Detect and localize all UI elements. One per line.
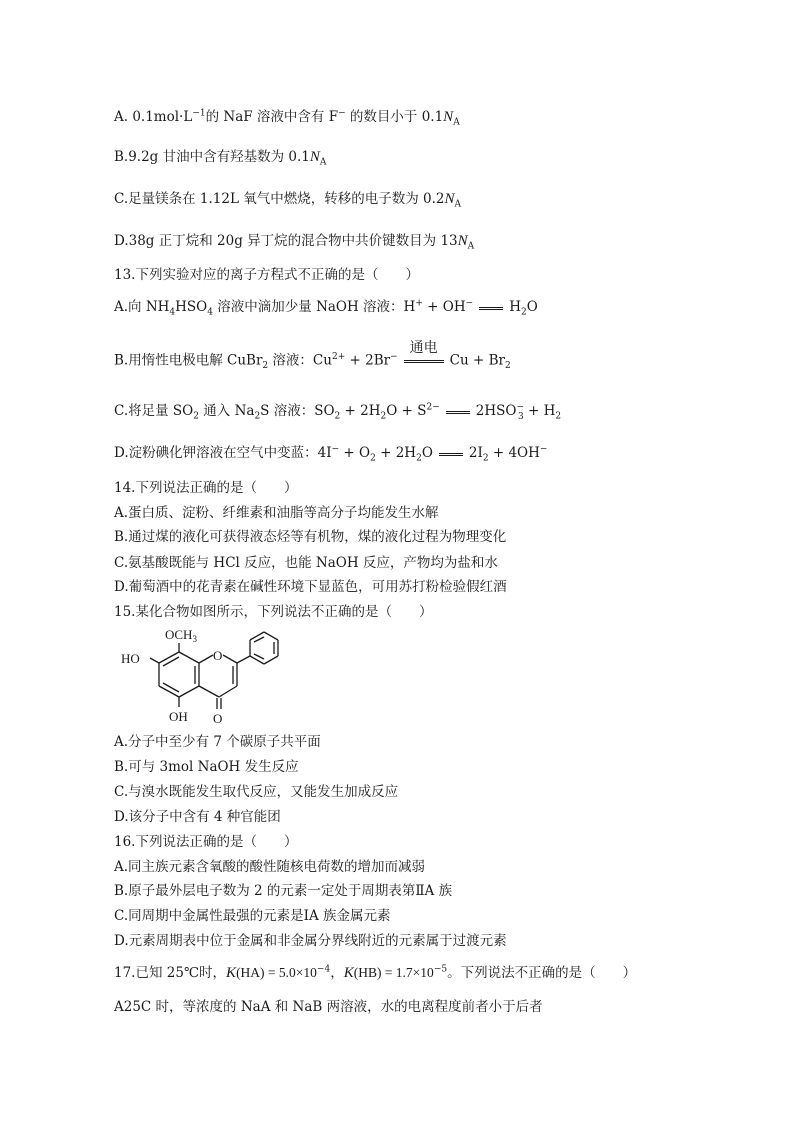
q16-option-c: C.同周期中金属性最强的元素是ⅠA 族金属元素 [114,908,391,924]
q14-option-d: D.葡萄酒中的花青素在碱性环境下显蓝色，可用苏打粉检验假红酒 [114,579,507,595]
q17-option-a: A25C 时，等浓度的 NaA 和 NaB 两溶液，水的电离程度前者小于后者 [114,999,543,1015]
q13-option-d: D.淀粉碘化钾溶液在空气中变蓝：$4I^- + O_2 + 2H_2O$ $2I_2 + 4OH^-$ [114,444,548,464]
electrolysis-arrow: 通电 [404,351,444,371]
q16-stem: 16.下列说法正确的是（ ） [114,834,298,850]
hydroxy-label-5: OH [169,709,188,724]
q16-option-d: D.元素周期表中位于金属和非金属分界线附近的元素属于过渡元素 [114,933,507,949]
q13-option-b: B.用惰性电极电解 CuBr$_2$ 溶液：$Cu^{2+} + 2Br^-$ 通电 $Cu + Br_2$ [114,340,511,372]
q17-stem: 17.已知 25℃时，$K(HA) = 5.0\times 10^{-4}$，$K(HB) = 1.7\times 10^{-5}$。下列说法不正确的是（ ） [114,964,637,981]
q14-option-c: C.氨基酸既能与 HCl 反应，也能 NaOH 反应，产物均为盐和水 [114,555,498,571]
methoxy-label: $OCH_3$ [165,627,197,644]
q12-option-b: B.9.2g 甘油中含有羟基数为 $0.1N_A$ [114,149,327,168]
ring-oxygen-label: O [213,648,223,663]
equals-sign [479,302,503,310]
q15-option-b: B.可与 3mol NaOH 发生反应 [114,759,299,775]
q15-stem: 15.某化合物如图所示，下列说法不正确的是（ ） [114,604,433,620]
q15-option-c: C.与溴水既能发生取代反应，又能发生加成反应 [114,784,399,800]
q14-option-b: B.通过煤的液化可获得液态烃等有机物，煤的液化过程为物理变化 [114,529,507,545]
q13-stem: 13.下列实验对应的离子方程式不正确的是（ ） [114,267,419,283]
q12-option-c: C.足量镁条在 1.12L 氧气中燃烧，转移的电子数为 $0.2N_A$ [114,191,462,210]
q15-option-a: A.分子中至少有 7 个碳原子共平面 [114,734,321,750]
equals-sign [446,406,470,414]
q15-option-d: D.该分子中含有 4 种官能团 [114,809,281,825]
q12-option-d: D.38g 正丁烷和 20g 异丁烷的混合物中共价键数目为 $13N_A$ [114,233,475,252]
q16-option-b: B.原子最外层电子数为 2 的元素一定处于周期表第ⅡA 族 [114,883,453,899]
equals-sign [439,448,463,456]
q14-stem: 14.下列说法正确的是（ ） [114,480,298,496]
carbonyl-oxygen-label: O [213,711,223,726]
q14-option-a: A.蛋白质、淀粉、纤维素和油脂等高分子均能发生水解 [114,505,439,521]
q13-option-c: C.将足量 $SO_2$ 通入 $Na_2S$ 溶液：$SO_2 + 2H_2O + S^{2-}$ $2HSO^-_3 + H_2$ [114,402,562,422]
q13-option-a: A.向 $NH_4HSO_4$ 溶液中滴加少量 NaOH 溶液：H+ + OH− $H_2O$ [114,298,538,318]
q12-option-a: A. $0.1mol\cdot L^{-1}$的 NaF 溶液中含有 F− 的数目小于 $0.1N_A$ [114,108,460,128]
q16-option-a: A.同主族元素含氧酸的酸性随核电荷数的增加而减弱 [114,859,426,875]
molecule-structure [113,626,283,732]
hydroxy-label-7: HO [121,651,140,666]
